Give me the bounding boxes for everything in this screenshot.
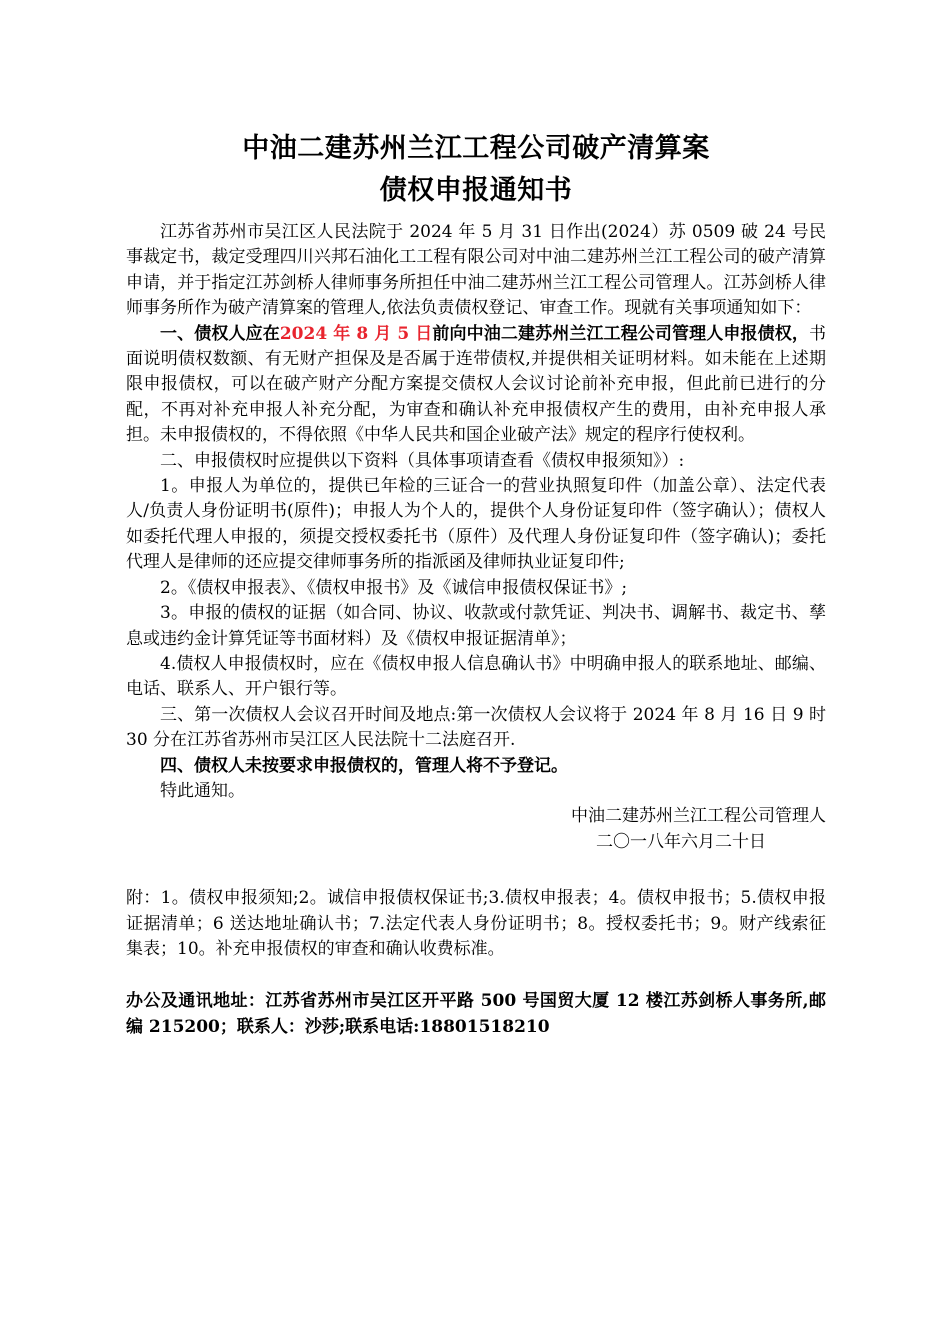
document-page [126, 128, 826, 1040]
section-2-heading: 二、申报债权时应提供以下资料（具体事项请查看《债权申报须知》）: [160, 450, 685, 471]
signature-issuer: 中油二建苏州兰江工程公司管理人 [571, 806, 826, 827]
intro-paragraph: 江苏省苏州市吴江区人民法院于 2024 年 5 月 31 日作出(2024）苏 0509 破 24 号民事裁定书，裁定受理四川兴邦石油化工工程有限公司对中油二建苏州兰江工程公司的破产清算申请，并于指定江苏剑桥人律师事务所担任中油二建苏州兰江工程公司管理人。江苏剑桥人律师事务所作为破产清算案的管理人,依法负责债权登记、审查工作。现就有关事项通知如下： [126, 222, 826, 319]
document-title: 中油二建苏州兰江工程公司破产清算案 [242, 133, 710, 164]
section-1-rest: 书面说明债权数额、有无财产担保及是否属于连带债权,并提供相关证明材料。如未能在上述期限申报债权，可以在破产财产分配方案提交债权人会议讨论前补充申报，但此前已进行的分配，不再对补充申报人补充分配，为审查和确认补充申报债权产生的费用，由补充申报人承担。未申报债权的，不得依照《中华人民共和国企业破产法》规定的程序行使权利。 [126, 323, 827, 446]
section-1-lead-tail: 前向中油二建苏州兰江工程公司管理人申报债权， [432, 323, 810, 344]
document-body [126, 220, 826, 1040]
section-4-paragraph: 四、债权人未按要求申报债权的，管理人将不予登记。 [160, 755, 568, 776]
section-1-paragraph [126, 322, 826, 449]
section-3-paragraph: 三、第一次债权人会议召开时间及地点:第一次债权人会议将于 2024 年 8 月 16 日 9 时 30 分在江苏省苏州市吴江区人民法院十二法庭召开. [126, 704, 826, 751]
contact-address: 办公及通讯地址：江苏省苏州市吴江区开平路 500 号国贸大厦 12 楼江苏剑桥人事务所,邮编 215200；联系人：沙莎;联系电话:18801518210 [126, 991, 826, 1037]
closing-line: 特此通知。 [160, 780, 245, 801]
section-2-item-1: 1。申报人为单位的，提供已年检的三证合一的营业执照复印件（加盖公章）、法定代表人/负责人身份证明书(原件)；申报人为个人的，提供个人身份证复印件（签字确认）；债权人如委托代理人申报的，须提交授权委托书（原件）及代理人身份证复印件（签字确认)；委托代理人是律师的还应提交律师事务所的指派函及律师执业证复印件; [126, 476, 826, 573]
signature-date: 二〇一八年六月二十日 [596, 831, 766, 852]
document-subtitle: 债权申报通知书 [379, 175, 573, 206]
section-2-item-2: 2。《债权申报表》、《债权申报书》及《诚信申报债权保证书》; [160, 577, 628, 598]
section-2-item-3: 3。申报的债权的证据（如合同、协议、收款或付款凭证、判决书、调解书、裁定书、孳息或违约金计算凭证等书面材料）及《债权申报证据清单》； [126, 603, 826, 649]
section-1-lead: 一、债权人应在 [160, 323, 280, 344]
section-2-item-4: 4.债权人申报债权时，应在《债权申报人信息确认书》中明确申报人的联系地址、邮编、电话、联系人、开户银行等。 [126, 653, 826, 700]
deadline-date: 2024 年 8 月 5 日 [279, 323, 433, 344]
annex-list: 附：1。债权申报须知;2。诚信申报债权保证书;3.债权申报表；4。债权申报书；5.债权申报证据清单；6 送达地址确认书；7.法定代表人身份证明书；8。授权委托书；9。财产线索征集表；10。补充申报债权的审查和确认收费标准。 [126, 888, 826, 959]
